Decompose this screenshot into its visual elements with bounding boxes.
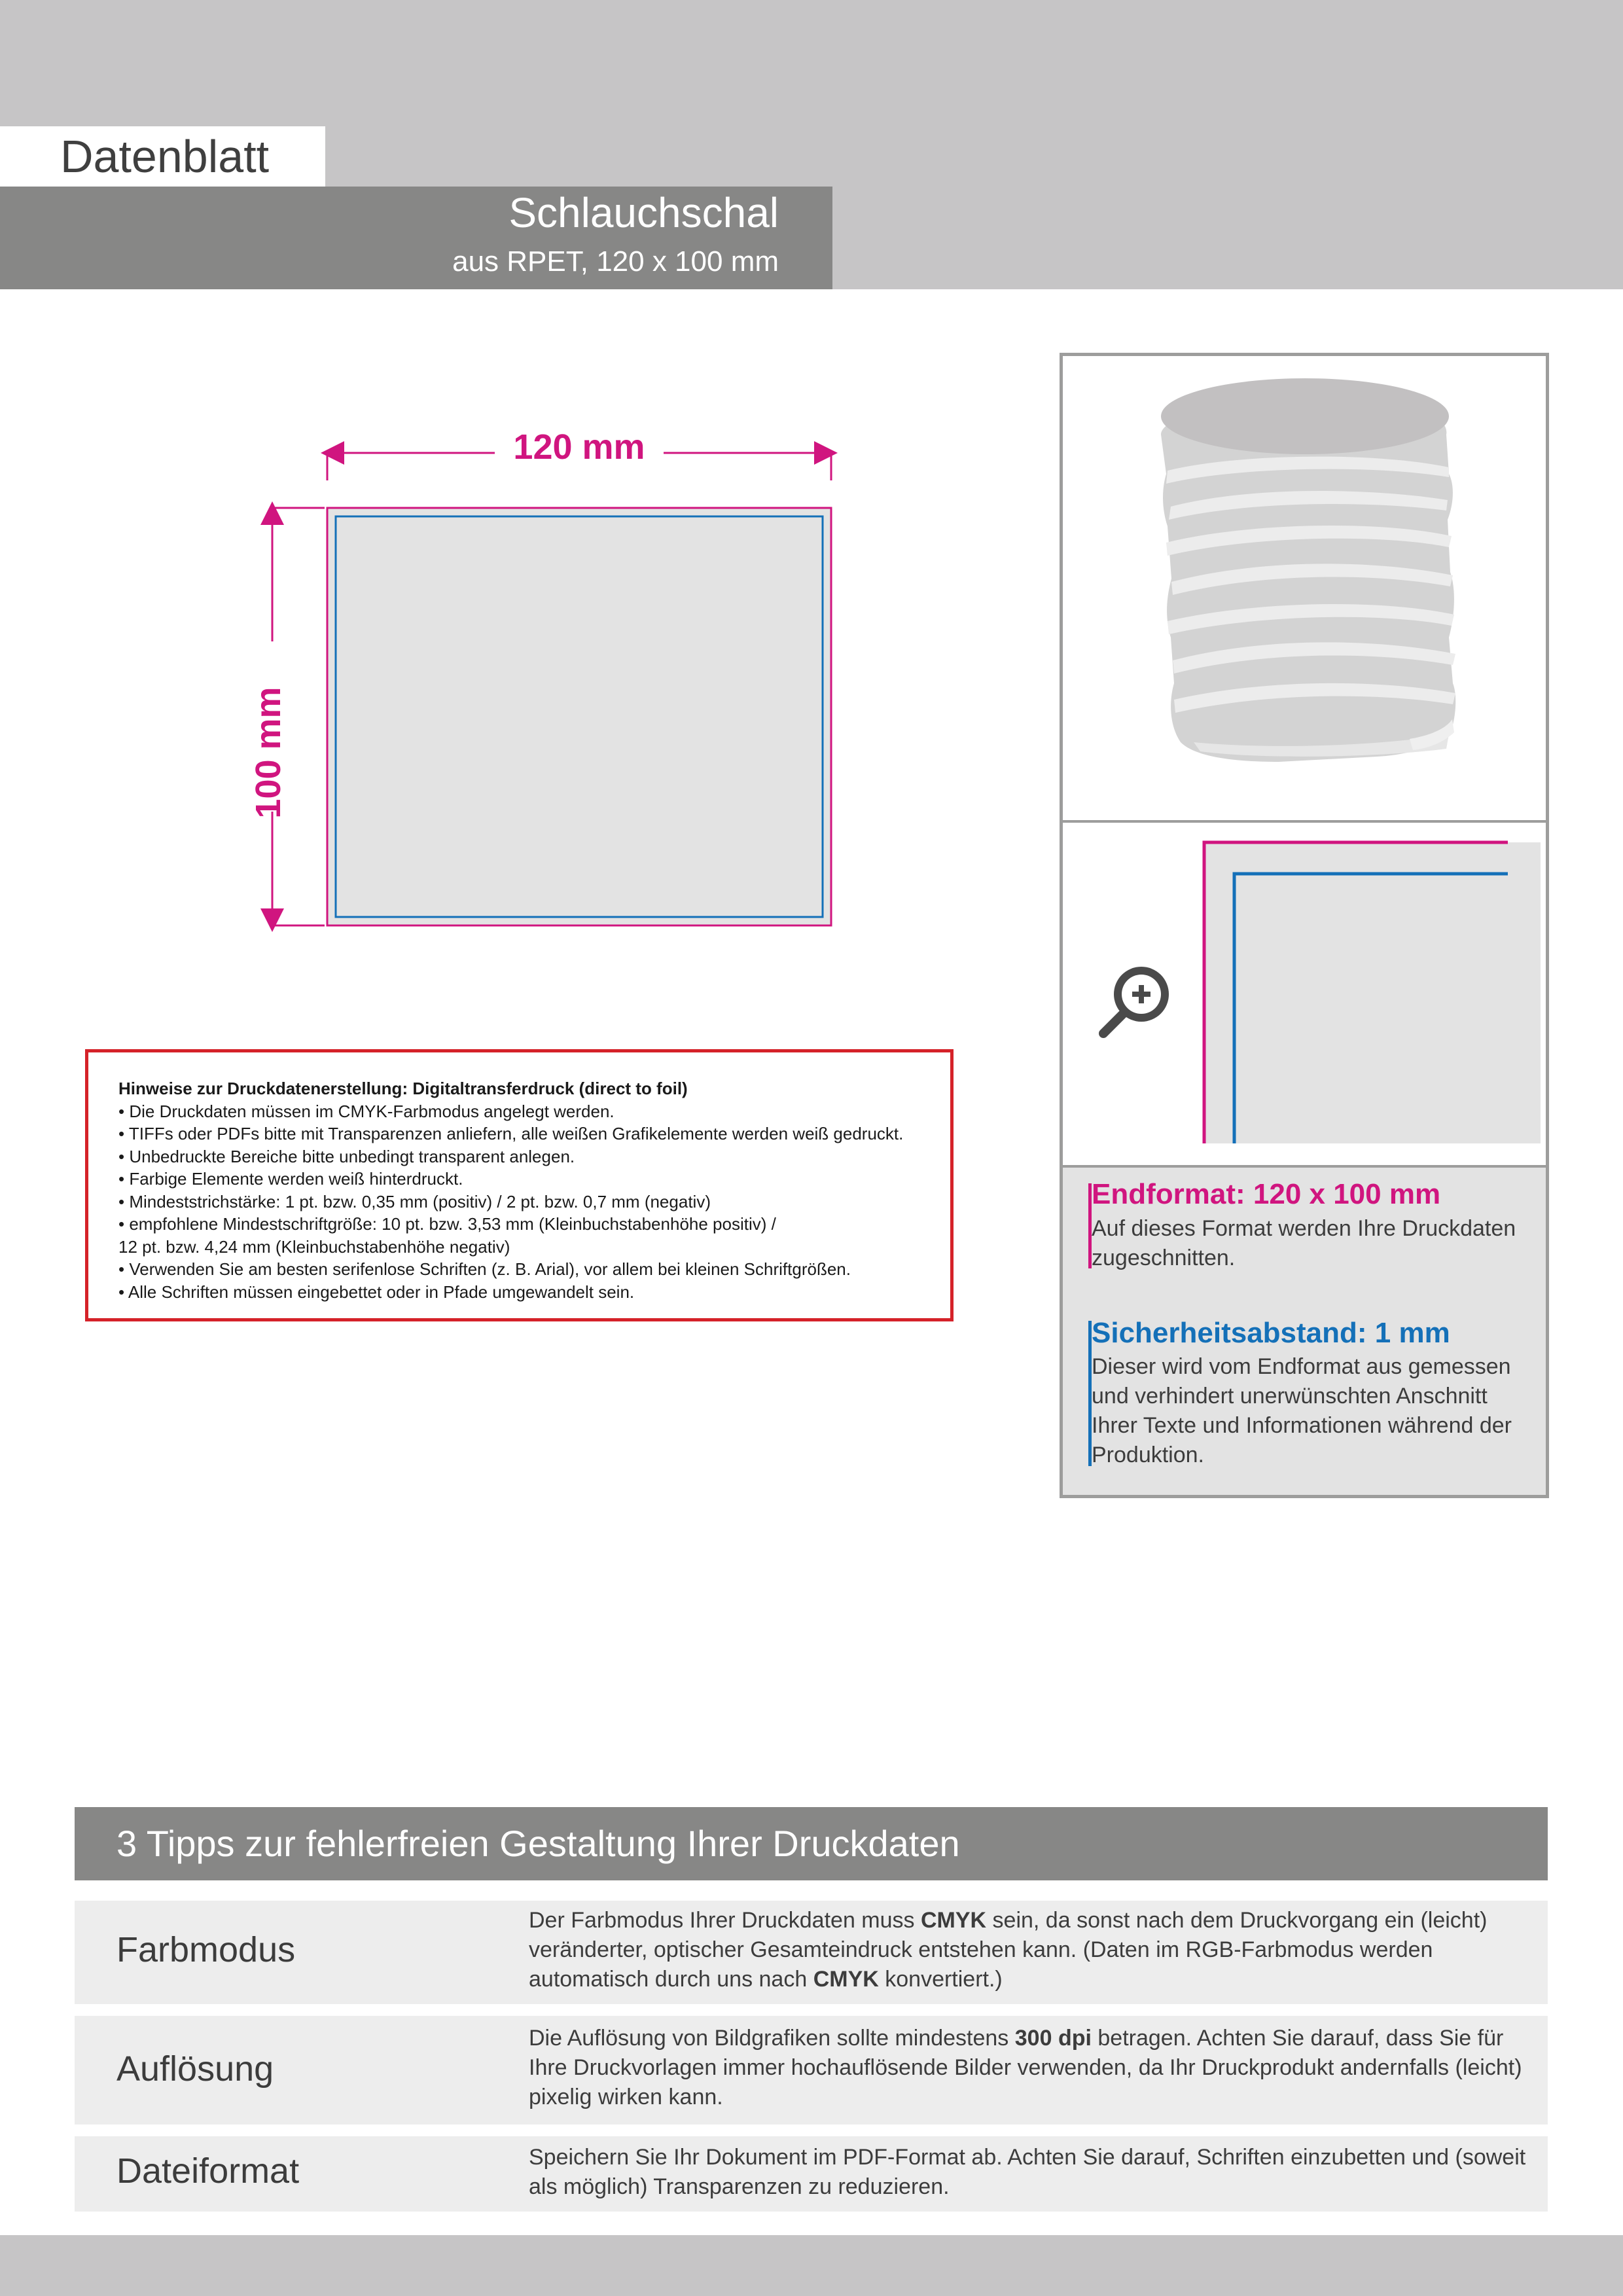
tube-scarf-body xyxy=(1161,378,1455,762)
tip-text: Speichern Sie Ihr Dokument im PDF-Format ab. Achten Sie darauf, Schriften einzubetten und (soweit als möglich) Transparenzen zu reduzieren. xyxy=(529,2145,1526,2199)
print-note-item: • empfohlene Mindestschriftgröße: 10 pt. bzw. 3,53 mm (Kleinbuchstabenhöhe positiv) / xyxy=(118,1214,776,1234)
width-dimension-label: 120 mm xyxy=(513,427,645,467)
tip-text-emphasis: 300 dpi xyxy=(1014,2026,1092,2051)
tip-label: Auflösung xyxy=(116,2049,274,2089)
format-diagram-graphic xyxy=(242,419,844,942)
tip-label: Farbmodus xyxy=(116,1930,296,1969)
tip-text-part: konvertiert.) xyxy=(878,1967,1003,1992)
print-note-item: • Verwenden Sie am besten serifenlose Schriften (z. B. Arial), vor allem bei kleinen Schriftgrößen. xyxy=(118,1259,851,1279)
zoom-in-icon xyxy=(1103,967,1169,1033)
zoom-detail xyxy=(1063,823,1546,1165)
tip-text xyxy=(529,1906,1540,1994)
print-note-item: • Alle Schriften müssen eingebettet oder in Pfade umgewandelt sein. xyxy=(118,1282,635,1302)
print-note-item: • Die Druckdaten müssen im CMYK-Farbmodus angelegt werden. xyxy=(118,1101,615,1121)
print-note-item: • Unbedruckte Bereiche bitte unbedingt transparent anlegen. xyxy=(118,1146,575,1166)
end-format-heading: Endformat: 120 x 100 mm xyxy=(1092,1178,1441,1210)
tube-scarf-illustration xyxy=(1063,356,1546,820)
print-note-item: 12 pt. bzw. 4,24 mm (Kleinbuchstabenhöhe negativ) xyxy=(118,1236,510,1257)
print-notes-box xyxy=(85,1049,954,1321)
tip-text-emphasis: CMYK xyxy=(813,1967,879,1992)
safety-margin-heading: Sicherheitsabstand: 1 mm xyxy=(1092,1317,1450,1349)
tip-text-emphasis: CMYK xyxy=(920,1908,987,1933)
safety-margin-rect xyxy=(336,516,823,917)
print-note-item: • Farbige Elemente werden weiß hinterdruckt. xyxy=(118,1169,463,1189)
tip-text-part: betragen. Achten Sie darauf, dass Sie für Ihre Druckvorlagen immer hochauflösende Bilder verwenden, da Ihr Druckprodukt andernfalls (leicht) pixelig wirken kann. xyxy=(529,2026,1522,2109)
safety-margin-text: Dieser wird vom Endformat aus gemessen und verhindert unerwünschten Anschnitt Ihrer Texte und Informationen während der Produktion. xyxy=(1092,1354,1512,1467)
tip-text xyxy=(529,2024,1540,2112)
tips-title: 3 Tipps zur fehlerfreien Gestaltung Ihrer Druckdaten xyxy=(116,1823,960,1864)
print-note-item: • Mindeststrichstärke: 1 pt. bzw. 0,35 mm (positiv) / 2 pt. bzw. 0,7 mm (negativ) xyxy=(118,1191,711,1211)
zoom-detail-fill xyxy=(1203,842,1541,1165)
zoom-detail-bottom-mask xyxy=(1063,1143,1546,1165)
footer-band xyxy=(0,2235,1623,2296)
page-title: Schlauchschal xyxy=(508,189,779,236)
datenblatt-label: Datenblatt xyxy=(60,131,270,182)
height-dimension-label: 100 mm xyxy=(249,687,288,819)
print-notes-title: Hinweise zur Druckdatenerstellung: Digitaltransferdruck (direct to foil) xyxy=(118,1079,688,1098)
tip-label: Dateiformat xyxy=(116,2151,300,2191)
tip-text-part: Der Farbmodus Ihrer Druckdaten muss xyxy=(529,1908,921,1933)
print-note-item: • TIFFs oder PDFs bitte mit Transparenzen anliefern, alle weißen Grafikelemente werden weiß gedruckt. xyxy=(118,1124,904,1143)
tip-text-part: sein, da sonst nach dem Druckvorgang ein (leicht) veränderter, optischer Gesamteindruck entstehen kann. (Daten im RGB-Farbmodus werden automatisch durch uns nach xyxy=(529,1908,1488,1992)
format-diagram xyxy=(242,419,844,942)
tip-text-part: Die Auflösung von Bildgrafiken sollte mindestens xyxy=(529,2026,1015,2051)
end-format-text: Auf dieses Format werden Ihre Druckdaten zugeschnitten. xyxy=(1092,1216,1516,1270)
page-subtitle: aus RPET, 120 x 100 mm xyxy=(452,245,779,278)
